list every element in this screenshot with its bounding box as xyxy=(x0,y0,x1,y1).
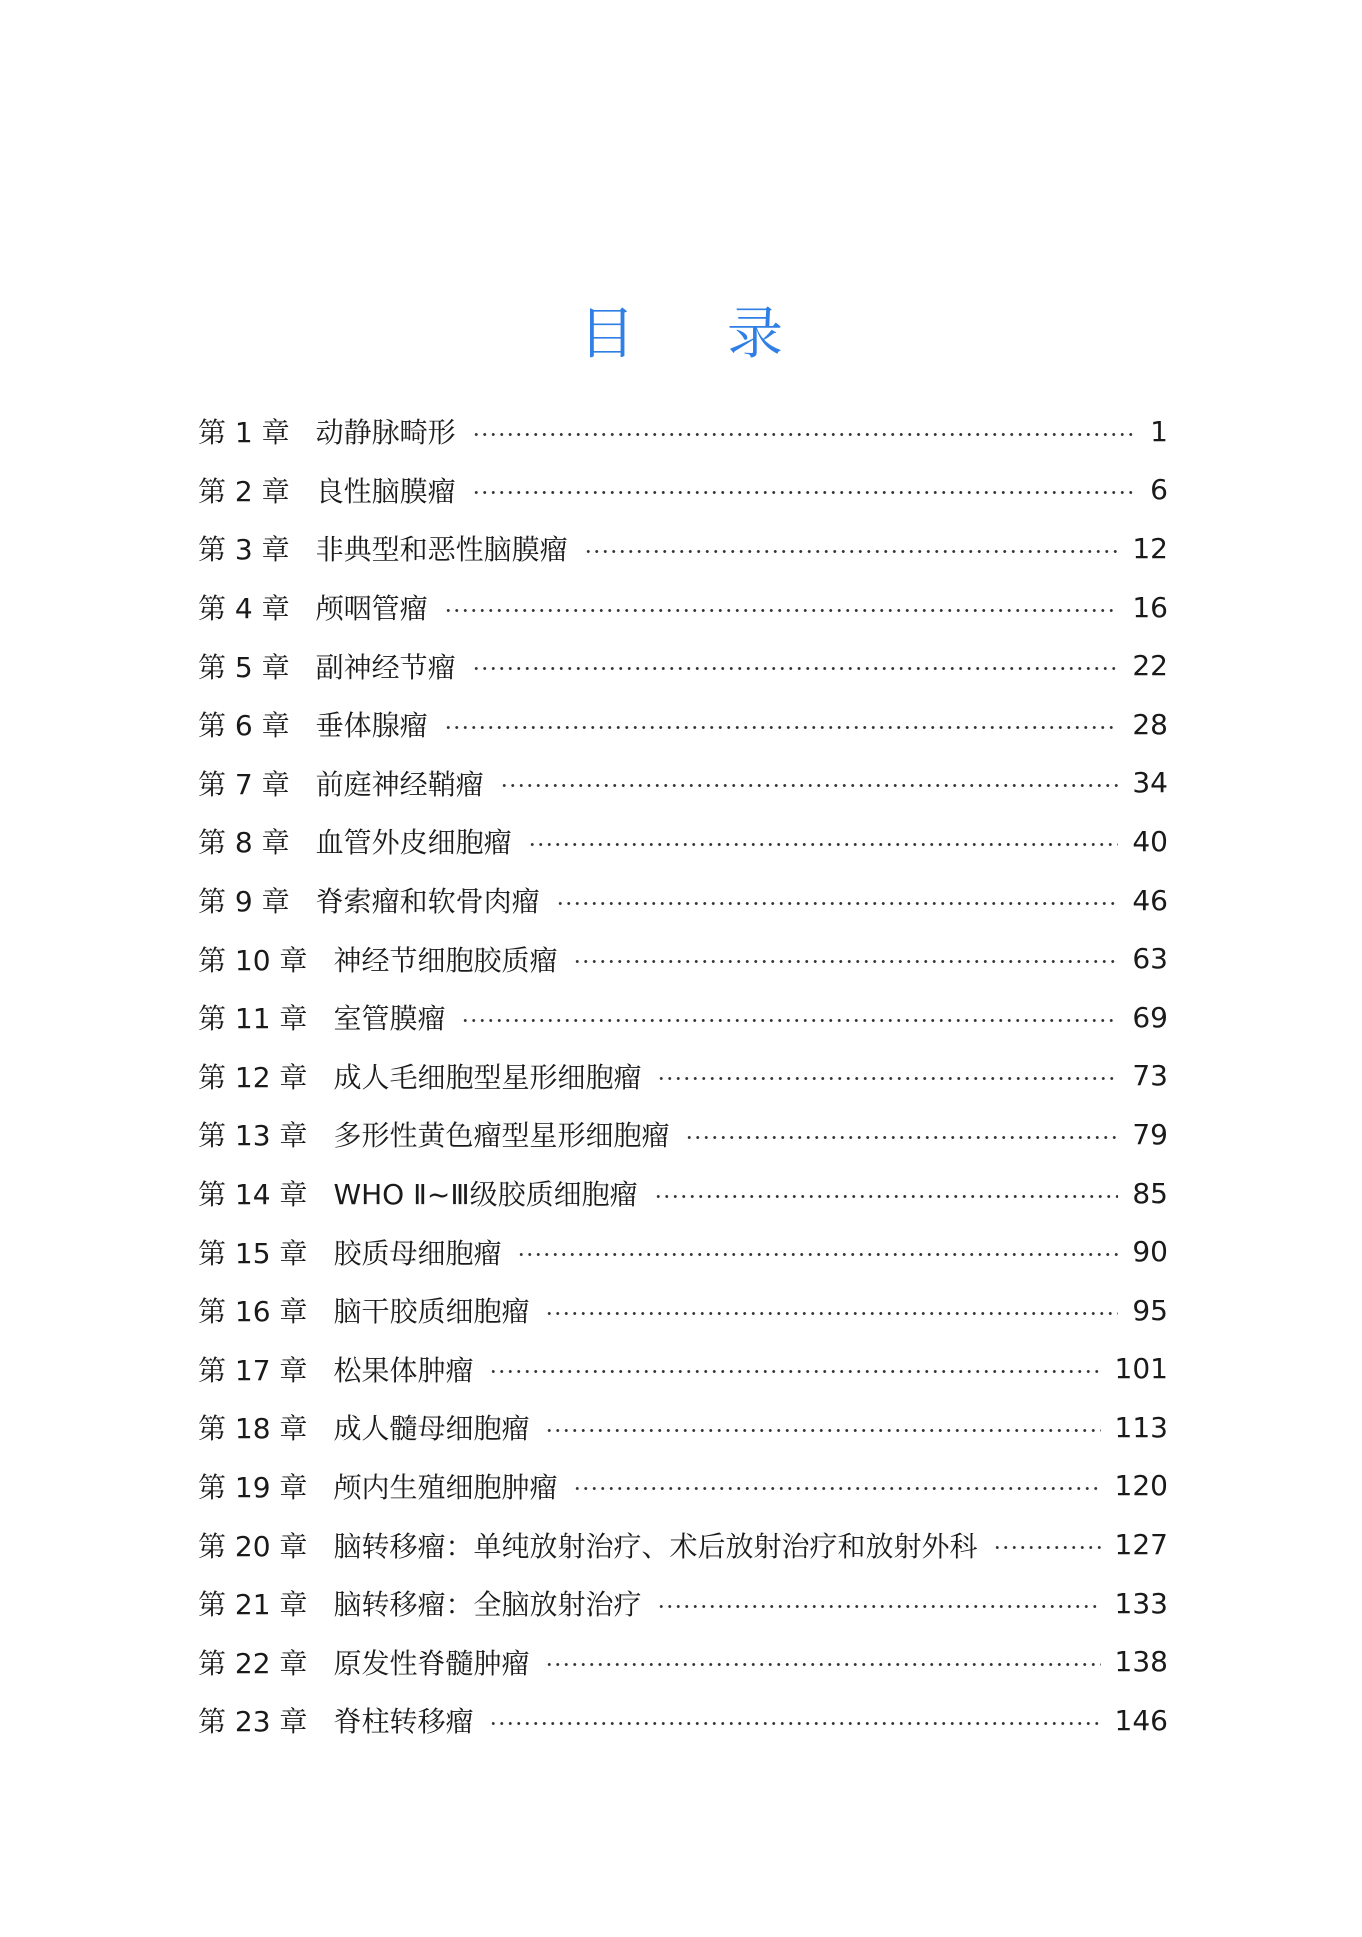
chapter-label: 第 22 章 xyxy=(198,1646,308,1680)
dot-leader xyxy=(573,1486,1100,1491)
toc-entry xyxy=(198,636,1168,695)
chapter-label: 第 18 章 xyxy=(198,1412,308,1446)
chapter-title: 成人毛细胞型星形细胞瘤 xyxy=(333,1060,642,1094)
chapter-title: 良性脑膜瘤 xyxy=(315,474,456,508)
dot-leader xyxy=(489,1721,1100,1726)
chapter-label: 第 21 章 xyxy=(198,1588,308,1622)
page-number: 12 xyxy=(1132,531,1168,565)
toc-entry xyxy=(198,1222,1168,1281)
chapter-label: 第 3 章 xyxy=(198,533,290,567)
chapter-title: 垂体腺瘤 xyxy=(315,709,428,743)
chapter-label: 第 19 章 xyxy=(198,1470,308,1504)
page-number: 95 xyxy=(1132,1293,1168,1327)
chapter-title: 松果体肿瘤 xyxy=(333,1353,474,1387)
chapter-label: 第 23 章 xyxy=(198,1705,308,1739)
page-number: 63 xyxy=(1132,942,1168,976)
dot-leader xyxy=(472,432,1137,437)
chapter-label: 第 10 章 xyxy=(198,943,308,977)
page-number: 16 xyxy=(1132,590,1168,624)
chapter-title: 神经节细胞胶质瘤 xyxy=(333,943,558,977)
toc-entry xyxy=(198,1691,1168,1750)
chapter-label: 第 7 章 xyxy=(198,767,290,801)
table-of-contents xyxy=(198,402,1168,1750)
chapter-title: 脑转移瘤：单纯放射治疗、术后放射治疗和放射外科 xyxy=(333,1529,978,1563)
page-number: 69 xyxy=(1132,1000,1168,1034)
chapter-title: 原发性脊髓肿瘤 xyxy=(333,1646,530,1680)
page-number: 40 xyxy=(1132,824,1168,858)
page-number: 46 xyxy=(1132,883,1168,917)
toc-entry xyxy=(198,1164,1168,1223)
page-number: 73 xyxy=(1132,1059,1168,1093)
dot-leader xyxy=(500,783,1119,788)
chapter-label: 第 14 章 xyxy=(198,1178,308,1212)
toc-entry xyxy=(198,929,1168,988)
dot-leader xyxy=(545,1311,1118,1316)
page-number: 101 xyxy=(1114,1352,1168,1386)
toc-entry xyxy=(198,871,1168,930)
chapter-title: 脑转移瘤：全脑放射治疗 xyxy=(333,1588,642,1622)
chapter-title: 非典型和恶性脑膜瘤 xyxy=(315,533,568,567)
toc-entry xyxy=(198,1398,1168,1457)
toc-entry xyxy=(198,519,1168,578)
chapter-title: 副神经节瘤 xyxy=(315,650,456,684)
toc-entry xyxy=(198,1457,1168,1516)
toc-entry xyxy=(198,1632,1168,1691)
chapter-title: 脑干胶质细胞瘤 xyxy=(333,1295,530,1329)
dot-leader xyxy=(472,490,1137,495)
toc-entry xyxy=(198,402,1168,461)
toc-entry xyxy=(198,812,1168,871)
chapter-title: 室管膜瘤 xyxy=(333,1002,446,1036)
chapter-label: 第 16 章 xyxy=(198,1295,308,1329)
page-number: 22 xyxy=(1132,649,1168,683)
page-number: 1 xyxy=(1150,414,1168,448)
dot-leader xyxy=(444,608,1119,613)
dot-leader xyxy=(556,901,1119,906)
toc-entry xyxy=(198,695,1168,754)
chapter-label: 第 17 章 xyxy=(198,1353,308,1387)
dot-leader xyxy=(654,1194,1119,1199)
chapter-label: 第 13 章 xyxy=(198,1119,308,1153)
toc-entry xyxy=(198,1281,1168,1340)
chapter-label: 第 2 章 xyxy=(198,474,290,508)
page-number: 113 xyxy=(1114,1410,1168,1444)
dot-leader xyxy=(545,1428,1100,1433)
chapter-title: 胶质母细胞瘤 xyxy=(333,1236,502,1270)
dot-leader xyxy=(489,1369,1100,1374)
dot-leader xyxy=(472,666,1119,671)
dot-leader xyxy=(545,1662,1100,1667)
toc-entry xyxy=(198,1340,1168,1399)
toc-entry xyxy=(198,1105,1168,1164)
page-number: 85 xyxy=(1132,1176,1168,1210)
chapter-title: 前庭神经鞘瘤 xyxy=(315,767,484,801)
chapter-title: 颅内生殖细胞肿瘤 xyxy=(333,1470,558,1504)
chapter-label: 第 1 章 xyxy=(198,416,290,450)
page-number: 6 xyxy=(1150,473,1168,507)
dot-leader xyxy=(657,1604,1100,1609)
page-number: 127 xyxy=(1114,1528,1168,1562)
chapter-label: 第 4 章 xyxy=(198,592,290,626)
toc-entry xyxy=(198,1515,1168,1574)
dot-leader xyxy=(657,1076,1118,1081)
page-number: 133 xyxy=(1114,1586,1168,1620)
page-number: 28 xyxy=(1132,707,1168,741)
toc-entry xyxy=(198,1047,1168,1106)
chapter-title: WHO Ⅱ~Ⅲ级胶质细胞瘤 xyxy=(333,1178,638,1212)
dot-leader xyxy=(461,1018,1118,1023)
dot-leader xyxy=(444,725,1119,730)
toc-entry xyxy=(198,1574,1168,1633)
toc-entry xyxy=(198,578,1168,637)
page-number: 138 xyxy=(1114,1645,1168,1679)
dot-leader xyxy=(573,959,1118,964)
chapter-label: 第 11 章 xyxy=(198,1002,308,1036)
dot-leader xyxy=(584,549,1119,554)
page-number: 34 xyxy=(1132,766,1168,800)
chapter-label: 第 8 章 xyxy=(198,826,290,860)
chapter-title: 血管外皮细胞瘤 xyxy=(315,826,512,860)
chapter-title: 多形性黄色瘤型星形细胞瘤 xyxy=(333,1119,670,1153)
page-number: 90 xyxy=(1132,1235,1168,1269)
chapter-label: 第 6 章 xyxy=(198,709,290,743)
chapter-title: 动静脉畸形 xyxy=(315,416,456,450)
chapter-label: 第 20 章 xyxy=(198,1529,308,1563)
chapter-title: 颅咽管瘤 xyxy=(315,592,428,626)
toc-entry xyxy=(198,988,1168,1047)
dot-leader xyxy=(528,842,1119,847)
dot-leader xyxy=(685,1135,1118,1140)
chapter-title: 脊柱转移瘤 xyxy=(333,1705,474,1739)
dot-leader xyxy=(517,1252,1118,1257)
chapter-label: 第 15 章 xyxy=(198,1236,308,1270)
page-number: 146 xyxy=(1114,1703,1168,1737)
chapter-title: 脊索瘤和软骨肉瘤 xyxy=(315,885,540,919)
chapter-label: 第 5 章 xyxy=(198,650,290,684)
chapter-label: 第 12 章 xyxy=(198,1060,308,1094)
chapter-title: 成人髓母细胞瘤 xyxy=(333,1412,530,1446)
page-number: 120 xyxy=(1114,1469,1168,1503)
toc-entry xyxy=(198,754,1168,813)
page-title: 目录 xyxy=(579,301,875,367)
toc-entry xyxy=(198,461,1168,520)
dot-leader xyxy=(993,1545,1100,1550)
page-number: 79 xyxy=(1132,1117,1168,1151)
chapter-label: 第 9 章 xyxy=(198,885,290,919)
